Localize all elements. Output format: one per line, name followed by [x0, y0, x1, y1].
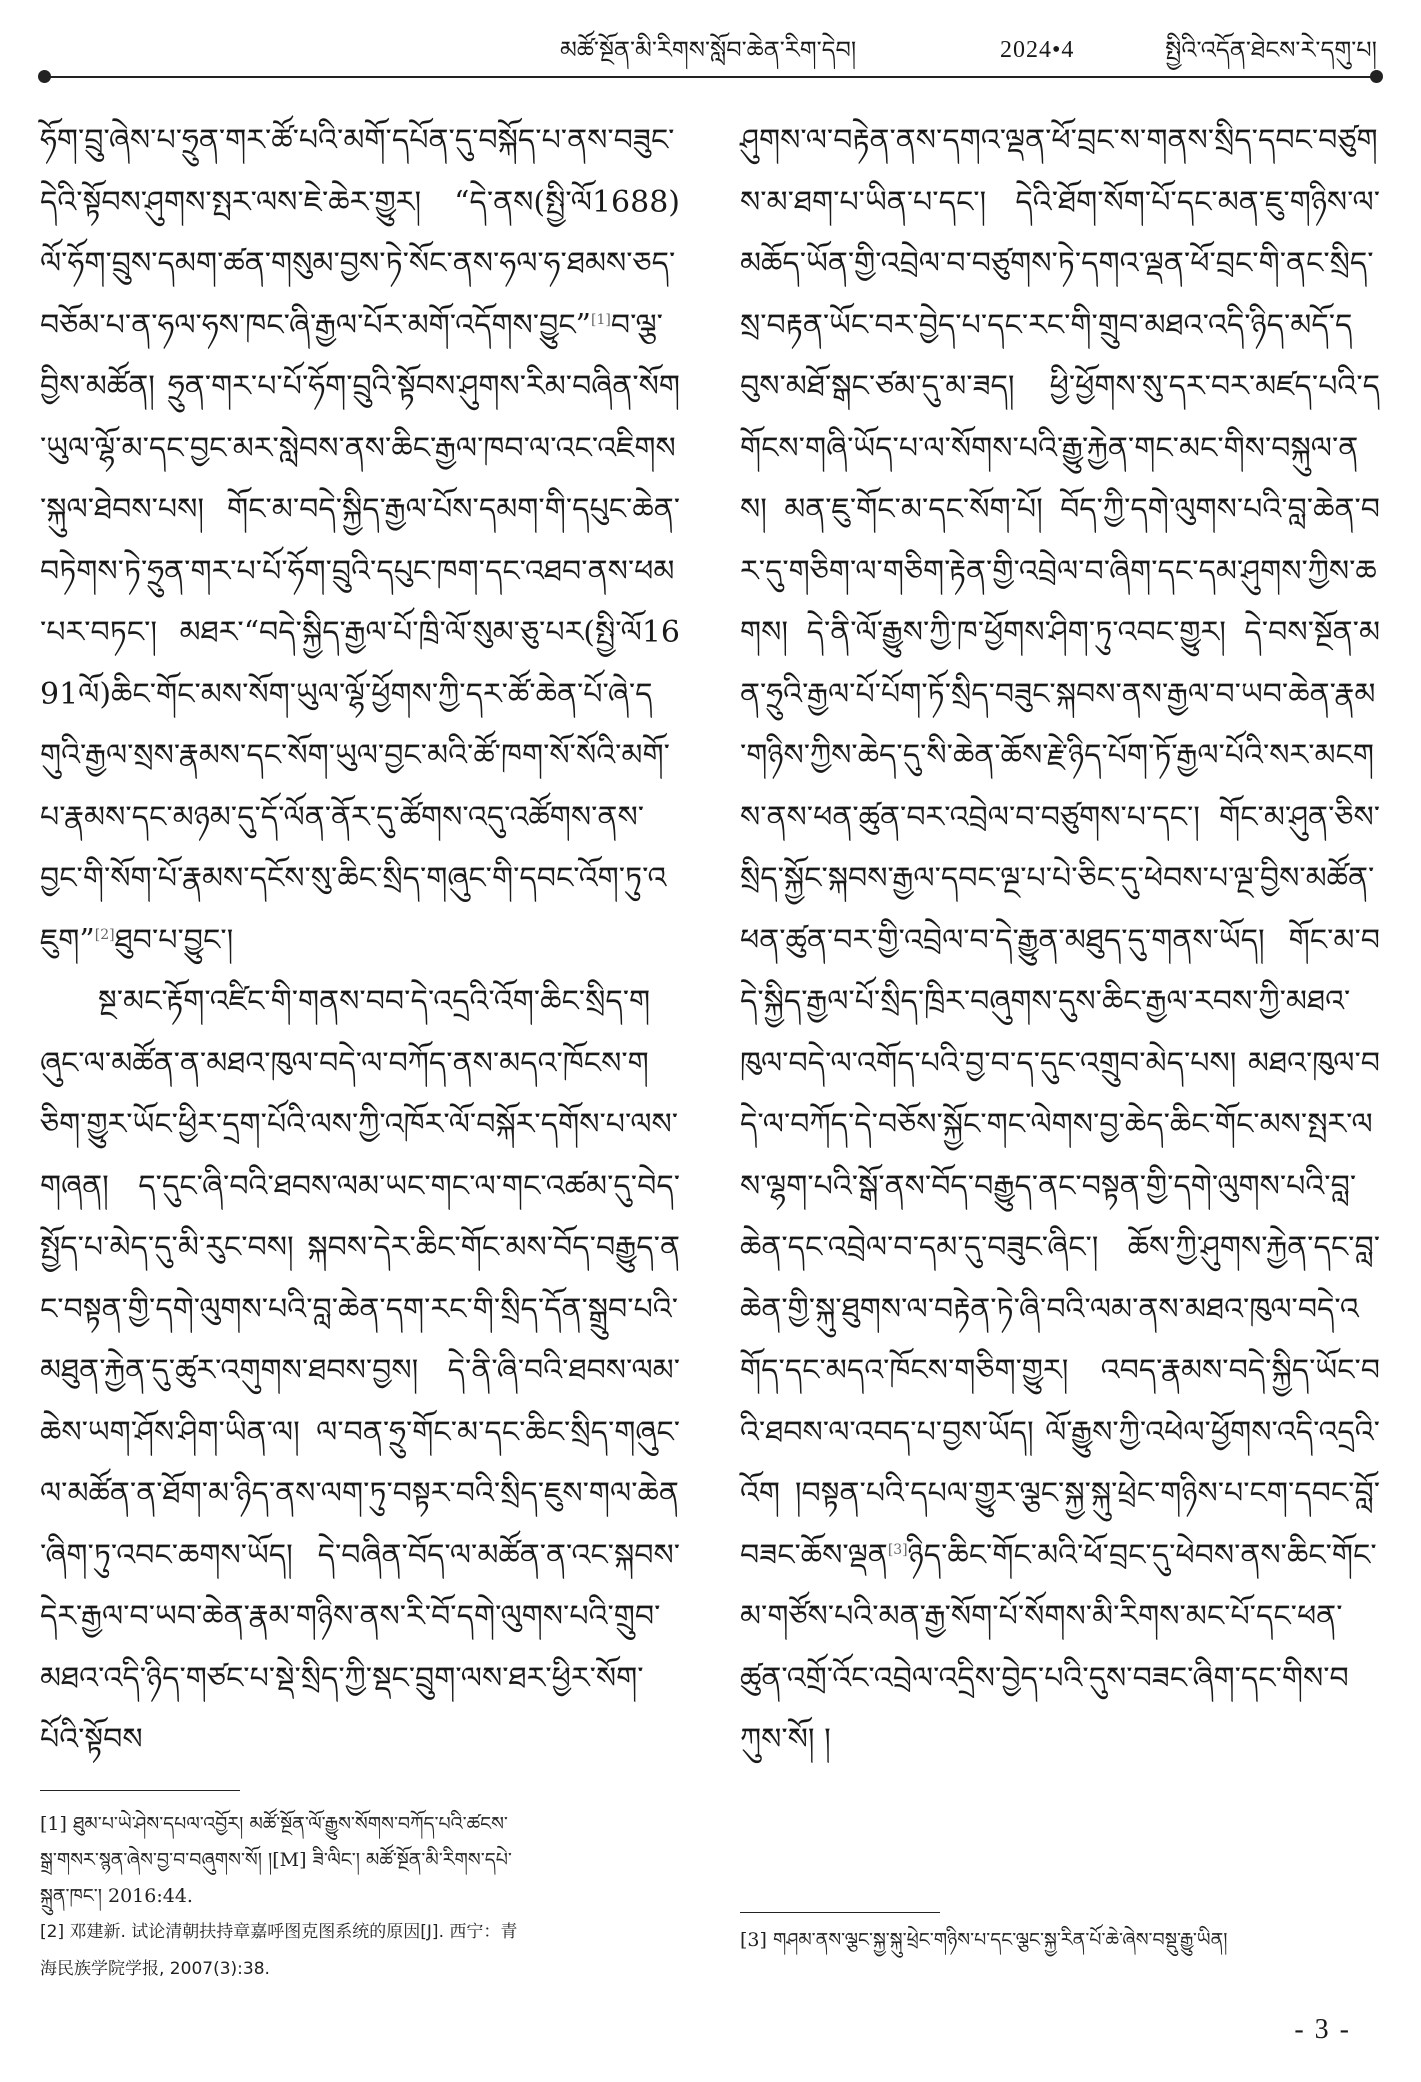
header-rule-left-dot [38, 70, 51, 83]
body-paragraph-3: ཤུགས་ལ་བརྟེན་ནས་དགའ་ལྡན་ཕོ་བྲང་ས་གནས་སྲིད་དབང་བཙུགས་མ་ཐག་པ་ཡིན་པ་དང་། དེའི་ཐོག་སོག་པོ་དང་མན་ཇུ་གཉིས་ལ་མཆོད་ཡོན་གྱི་འབྲེལ་བ་བཙུགས་ཏེ་དགའ་ལྡན་ཕོ་བྲང་གི་ནང་སྲིད་སྲ་བརྟན་ཡོང་བར་བྱེད་པ་དང་རང་གི་གྲུབ་མཐའ་འདི་ཉིད་མདོ་དབུས་མཐོ་སྒང་ཙམ་དུ་མ་ཟད། ཕྱི་ཕྱོགས་སུ་དར་བར་མཛད་པའི་དགོངས་གཞི་ཡོད་པ་ལ་སོགས་པའི་རྒྱུ་རྐྱེན་གང་མང་གིས་བསྐུལ་ནས། མན་ཇུ་གོང་མ་དང་སོག་པོ། བོད་ཀྱི་དགེ་ལུགས་པའི་བླ་ཆེན་བར་དུ་གཅིག་ལ་གཅིག་རྟེན་གྱི་འབྲེལ་བ་ཞིག་དང་དམ་ཤུགས་ཀྱིས་ཆགས། དེ་ནི་ལོ་རྒྱུས་ཀྱི་ཁ་ཕྱོགས་ཤིག་ཏུ་འབང་གྱུར། དེ་བས་སྔོན་མན་ཧྲུའི་རྒྱལ་པོ་པོག་ཏོ་སྲིད་བཟུང་སྐབས་ནས་རྒྱལ་བ་ཡབ་ཆེན་རྣམ་གཉིས་ཀྱིས་ཆེད་དུ་སི་ཆེན་ཆོས་རྗེ་ཉིད་པོག་ཏོ་རྒྱལ་པོའི་སར་མངགས་ནས་ཕན་ཚུན་བར་འབྲེལ་བ་བཙུགས་པ་དང་། གོང་མ་ཤུན་ཅིས་སྲིད་སྐྱོང་སྐབས་རྒྱལ་དབང་ལྔ་པ་པེ་ཅིང་དུ་ཕེབས་པ་ལྔ་བྱིས་མཚོན་ཕན་ཚུན་བར་གྱི་འབྲེལ་བ་དེ་རྒྱུན་མཐུད་དུ་གནས་ཡོད། གོང་མ་བདེ་སྐྱིད་རྒྱལ་པོ་སྲིད་ཁྲིར་བཞུགས་དུས་ཆིང་རྒྱལ་རབས་ཀྱི་མཐའ་ཁུལ་བདེ་ལ་འགོད་པའི་བྱ་བ་ད་དུང་འགྲུབ་མེད་པས། མཐའ་ཁུལ་བདེ་ལ་བཀོད་དེ་བཅོས་སྐྱོང་གང་ལེགས་བྱ་ཆེད་ཆིང་གོང་མས་སྤར་ལས་ལྷག་པའི་སྒོ་ནས་བོད་བརྒྱུད་ནང་བསྟན་གྱི་དགེ་ལུགས་པའི་བླ་ཆེན་དང་འབྲེལ་བ་དམ་དུ་བཟུང་ཞིང་། ཆོས་ཀྱི་ཤུགས་རྐྱེན་དང་བླ་ཆེན་གྱི་སྐུ་ཐུགས་ལ་བརྟེན་ཏེ་ཞི་བའི་ལམ་ནས་མཐའ་ཁུལ་བདེ་འགོད་དང་མདའ་ཁོངས་གཅིག་གྱུར། འབད་རྣམས་བདེ་སྐྱིད་ཡོང་བའི་ཐབས་ལ་འབད་པ་བྱས་ཡོད། ལོ་རྒྱུས་ཀྱི་འཕེལ་ཕྱོགས་འདི་འདྲའི་འོག །བསྟན་པའི་དཔལ་གྱུར་ལྕང་སྐྱ་སྐུ་ཕྲེང་གཉིས་པ་ངག་དབང་བློ་བཟང་ཆོས་ལྡན[3]ཉིད་ཆིང་གོང་མའི་ཕོ་བྲང་དུ་ཕེབས་ནས་ཆིང་གོང་མ་གཙོས་པའི་མན་རྒྱ་སོག་པོ་སོགས་མི་རིགས་མང་པོ་དང་ཕན་ཚུན་འགྲོ་འོང་འབྲེལ་འདྲིས་བྱེད་པའི་དུས་བཟང་ཞིག་དང་གིས་བཀུས་སོ། ། [740, 123, 1380, 1757]
footnote-rule-right [740, 1912, 940, 1913]
footnote-rule-left [40, 1790, 240, 1791]
body-paragraph-2: སྔ་མང་རྟོག་འཛིང་གི་གནས་བབ་དེ་འདྲའི་འོག་ཆིང་སྲིད་གཞུང་ལ་མཚོན་ན་མཐའ་ཁུལ་བདེ་ལ་བཀོད་ནས་མདའ་ཁོངས་གཅིག་གྱུར་ཡོང་ཕྱིར་དྲག་པོའི་ལས་ཀྱི་འཁོར་ལོ་བསྐོར་དགོས་པ་ལས་གཞན། ད་དུང་ཞི་བའི་ཐབས་ལམ་ཡང་གང་ལ་གང་འཚམ་དུ་བེད་སྤྱོད་པ་མེད་དུ་མི་རུང་བས། སྐབས་དེར་ཆིང་གོང་མས་བོད་བརྒྱུད་ནང་བསྟན་གྱི་དགེ་ལུགས་པའི་བླ་ཆེན་དག་རང་གི་སྲིད་དོན་སྒྲུབ་པའི་མཐུན་རྐྱེན་དུ་ཚུར་འགུགས་ཐབས་བྱས། དེ་ནི་ཞི་བའི་ཐབས་ལམ་ཆེས་ཡག་ཤོས་ཤིག་ཡིན་ལ། ལ་བན་ཧྲུ་གོང་མ་དང་ཆིང་སྲིད་གཞུང་ལ་མཚོན་ན་ཐོག་མ་ཉིད་ནས་ལག་ཏུ་བསྟར་བའི་སྲིད་ཇུས་གལ་ཆེན་ཞིག་ཏུ་འབང་ཆགས་ཡོད། དེ་བཞིན་བོད་ལ་མཚོན་ན་འང་སྐབས་དེར་རྒྱལ་བ་ཡབ་ཆེན་རྣམ་གཉིས་ནས་རི་བོ་དགེ་ལུགས་པའི་གྲུབ་མཐའ་འདི་ཉིད་གཙང་པ་སྡེ་སྲིད་ཀྱི་སྡང་བྲུག་ལས་ཐར་ཕྱིར་སོག་པོའི་སྟོབས [40, 984, 680, 1757]
running-header [40, 30, 1381, 74]
footnote-1: [1] ཐུམ་པ་ཡེ་ཤེས་དཔལ་འབྱོར། མཚོ་སྔོན་ལོ་རྒྱུས་སོགས་བཀོད་པའི་ཚངས་ སྒྲ་གསར་སྙན་ཞེས་བྱ་བ་བཞུགས་སོ། །[M] ཟི་ལིང་། མཚོ་སྔོན་མི་རིགས་དཔེ་ སྐྲུན་ཁང་། 2016:44. [40, 1813, 512, 1907]
footnote-ref-3[interactable]: [3] [887, 1541, 908, 1558]
footnote-2: [2] 邓建新. 试论清朝扶持章嘉呼图克图系统的原因[J]. 西宁：青 海民族学院学报, 2007(3):38. [40, 1922, 518, 1979]
footnote-ref-1[interactable]: [1] [591, 311, 611, 328]
right-column [740, 110, 1380, 1771]
header-rule-right-dot [1370, 70, 1383, 83]
journal-title: མཚོ་སྔོན་མི་རིགས་སློབ་ཆེན་རིག་དེབ། [560, 36, 857, 64]
section-title: སྤྱིའི་འདོན་ཐེངས་རེ་དགུ་པ། [1165, 36, 1377, 64]
page-number: - 3 - [1294, 2014, 1351, 2045]
footnote-ref-2[interactable]: [2] [94, 926, 115, 943]
footnote-3: [3] གཤམ་ནས་ལྕང་སྐྱ་སྐུ་ཕྲེང་གཉིས་པ་དང་ལྕང་སྐྱ་རིན་པོ་ཆེ་ཞེས་བསྡུ་རྒྱུ་ཡིན། [740, 1929, 1228, 1951]
left-column [40, 110, 680, 1771]
header-rule [44, 76, 1377, 78]
issue-number: 2024•4 [1000, 37, 1075, 63]
body-paragraph-1: ཧོག་བྲུ་ཞེས་པ་ཧྲུན་གར་ཚོ་པའི་མགོ་དཔོན་དུ་བསྐོད་པ་ནས་བཟུང་དེའི་སྟོབས་ཤུགས་སྤར་ལས་ཇེ་ཆེར་གྱུར། “དེ་ནས(སྤྱི་ལོ1688)ལོ་ཧོག་བྲུས་དམག་ཚན་གསུམ་བྱས་ཏེ་སོང་ནས་ཧལ་ཧ་ཐམས་ཅད་བཅོམ་པ་ན་ཧལ་ཧས་ཁང་ཞི་རྒྱལ་པོར་མགོ་འདོགས་བྱུང”[1]བ་ལྕ་བྱིས་མཚོན། ཧྲུན་གར་པ་པོ་ཧོག་བྲུའི་སྟོབས་ཤུགས་རིམ་བཞིན་སོག་ཡུལ་ལྷོ་མ་དང་བྱང་མར་སླེབས་ནས་ཆིང་རྒྱལ་ཁབ་ལ་འང་འཇིགས་སྐུལ་ཐེབས་པས། གོང་མ་བདེ་སྐྱིད་རྒྱལ་པོས་དམག་གི་དཔུང་ཆེན་བཏེགས་ཏེ་ཧྲུན་གར་པ་པོ་ཧོག་བྲུའི་དཔུང་ཁག་དང་འཐབ་ནས་ཕམ་པར་བཏང་། མཐར་“བདེ་སྐྱིད་རྒྱལ་པོ་ཁྲི་ལོ་སུམ་ཅུ་པར(སྤྱི་ལོ1691ལོ)ཆིང་གོང་མས་སོག་ཡུལ་ལྷོ་ཕྱོགས་ཀྱི་དར་ཚོ་ཆེན་པོ་ཞེ་དགུའི་རྒྱལ་སྲས་རྣམས་དང་སོག་ཡུལ་བྱང་མའི་ཚོ་ཁག་སོ་སོའི་མགོ་པ་རྣམས་དང་མཉམ་དུ་དོ་ལོན་ནོར་དུ་ཚོགས་འདུ་འཚོགས་ནས་བྱང་གི་སོག་པོ་རྣམས་དངོས་སུ་ཆིང་སྲིད་གཞུང་གི་དབང་འོག་ཏུ་འཇུག”[2]ཐུབ་པ་བྱུང་། [40, 123, 680, 958]
